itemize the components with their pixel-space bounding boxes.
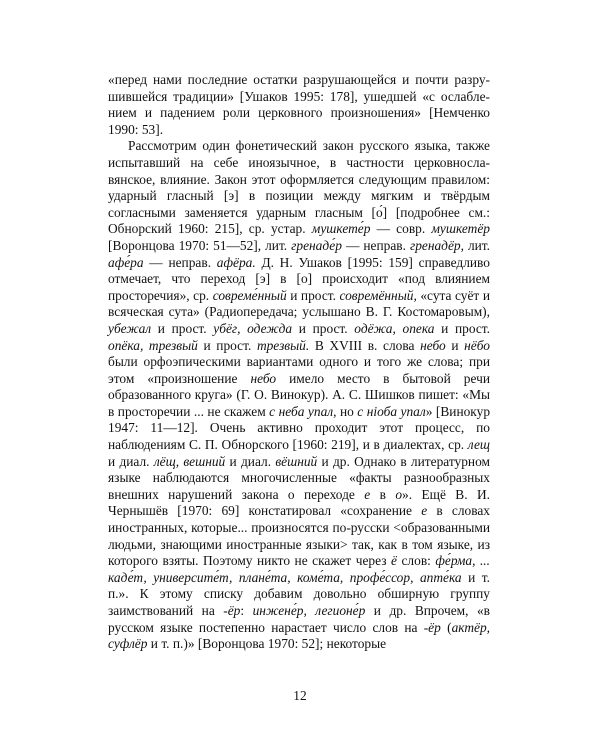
text-run: — совр. <box>370 221 432 237</box>
italic-term: -ёр <box>423 619 441 635</box>
italic-term: лёщ, вешний <box>153 453 226 469</box>
text-run: и др. Однако в литературном языке наблюдаются многочисленные «факты разнообразных внешних нарушений закона о переходе <box>108 453 491 502</box>
text-run: имело место в бытовой речи образованного круга» (Г. О. Винокур). А. С. Шишков пишет: «Мы в просторечии ... не скажем <box>108 370 490 419</box>
italic-term: мушкете́р <box>311 221 371 237</box>
text-run: «сута суёт и всяческая сута» (Радиопередача; услышано В. Г. Костомаровым), <box>108 287 490 320</box>
italic-term: о <box>395 486 403 502</box>
text-run: и прост. <box>292 320 355 336</box>
text-run: и диал. <box>108 453 154 469</box>
text-run: : <box>240 603 253 618</box>
text-run: и диал. <box>225 453 276 469</box>
text-run: и т. п.)» [Воронцова 1970: 52]; некоторые <box>147 636 387 652</box>
italic-term: совремённый, <box>339 287 417 303</box>
italic-term: опёка, трезвый <box>108 337 198 353</box>
italic-term: фе́рма, ... каде́т, университе́т, плане́та, коме́та, профе́ссор, апте́ка <box>108 553 490 585</box>
paragraph <box>108 72 490 138</box>
italic-term: мушкетёр <box>431 221 490 237</box>
page-body <box>108 72 490 653</box>
text-run: в словах иностранных, которые... произносятся по-русски <образованными людьми, знающими иностранные языки> так, как в том языке, из которого взяты. Поэтому никто не скажет через <box>108 503 491 569</box>
page-number: 12 <box>293 688 307 703</box>
text-run: и др. Впрочем, «в русском языке постепенно нарастает число слов на <box>108 603 490 635</box>
italic-term: -ёр <box>223 603 241 618</box>
text-run: ». Ещё В. И. Чернышёв [1970: 69] констатировал «сохранение <box>108 486 490 519</box>
text-run: В XVIII в. слова <box>309 337 421 353</box>
italic-term: нёбо <box>464 337 490 353</box>
text-run: слов: <box>396 553 436 569</box>
italic-term: вёшний <box>275 453 318 469</box>
text-run: и <box>445 337 465 353</box>
text-run: Д. Н. Ушаков [1995: 159] справедливо отмечает, что переход [э] в [о] происходит «под влиянием просторечия», ср. <box>108 254 490 303</box>
text-run: и прост. <box>197 337 257 353</box>
text-run: в <box>370 486 396 502</box>
italic-term: ё <box>391 553 397 569</box>
text-run: лит. <box>463 237 490 253</box>
text-run: «перед нами последние остатки разрушающейся и почти разрушившейся традиции» [Ушаков 1995: 178], ушедшей «с ослаблением и падением роли церковного произношения» [Немченко 1990: 53]. <box>108 72 490 137</box>
italic-term: с ніоба упал <box>357 403 426 419</box>
italic-term: с неба упал <box>269 403 334 419</box>
text-run: и т. п.». К этому списку добавим довольно обширную группу заимствований на <box>108 569 490 618</box>
text-run: и прост. <box>286 287 340 303</box>
italic-term: совреме́нный <box>212 287 287 303</box>
italic-term: гренадёр, <box>409 237 464 253</box>
text-run: — неправ. <box>341 237 410 253</box>
italic-term: инжене́р, легионе́р <box>252 603 366 618</box>
paragraph <box>108 138 490 652</box>
italic-term: афе́ра <box>108 254 144 270</box>
italic-term: одёжа, опека <box>354 320 435 336</box>
italic-term: убёг, одежда <box>213 320 293 336</box>
italic-term: лещ <box>467 437 490 453</box>
text-run: [Воронцова 1970: 51—52], лит. <box>108 237 292 253</box>
italic-term: афёра. <box>216 254 256 270</box>
text-run: Рассмотрим один фонетический закон русского языка, также испытавший на себе иноязычное, в частности церковнославянское, влияние. Закон этот оформляется следующим правилом: ударный гласный [э] в позиции между мягким и твёрдым согласными заменяется ударным гласным [о́] [подробнее см.: Обнорский 1960: 215], ср. устар. <box>108 138 490 237</box>
italic-term: убежал <box>108 320 152 336</box>
text-run: были орфоэпическими вариантами одного и того же слова; при этом «произношение <box>108 354 490 386</box>
text-run: — неправ. <box>143 254 217 270</box>
italic-term: е <box>364 486 371 502</box>
italic-term: небо <box>420 337 446 353</box>
text-run: , но <box>333 403 358 419</box>
text-run: и прост. <box>151 320 214 336</box>
italic-term: небо <box>250 370 277 386</box>
text-run: и прост. <box>434 320 490 336</box>
text-run: » [Винокур 1947: 11—12]. Очень активно проходит этот процесс, по наблюдениям С. П. Обнорского [1960: 219], и в диалектах, ср. <box>108 403 491 453</box>
italic-term: трезвый. <box>256 337 310 353</box>
italic-term: е <box>421 503 428 519</box>
italic-term: актёр, суфлёр <box>108 619 491 652</box>
italic-term: гренаде́р <box>291 237 342 253</box>
text-run: ( <box>440 619 452 635</box>
